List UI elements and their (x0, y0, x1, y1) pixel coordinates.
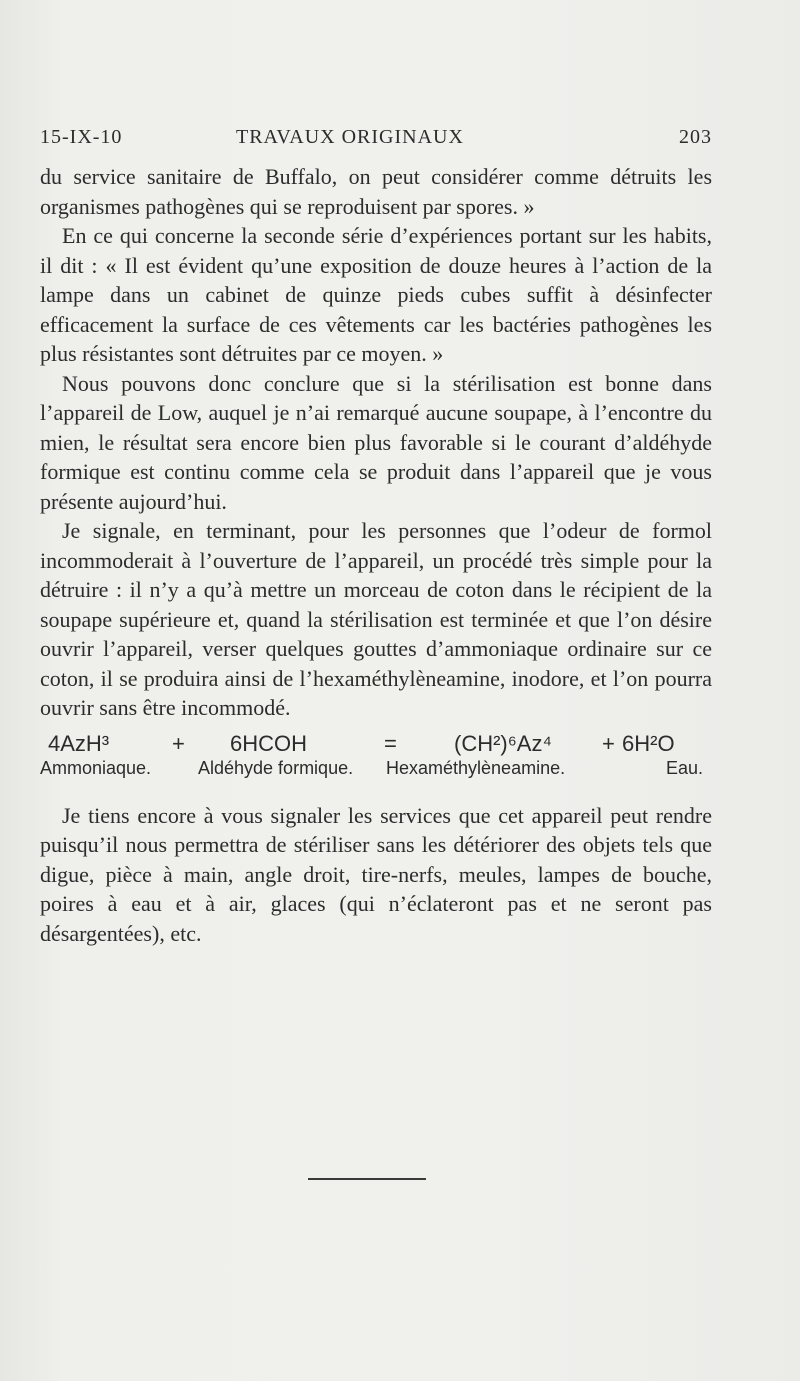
paragraph: Je tiens encore à vous signaler les services que cet appareil peut rendre puisqu’il nous permettra de stériliser sans les détériorer des objets tels que digue, pièce à main, angle droit, tire-nerfs, meules, lampes de bouche, poires à eau et à air, glaces (qui n’éclateront pas et ne seront pas désargentées), etc. (40, 802, 712, 946)
equation-plus: + (602, 730, 615, 756)
equation-plus: + (172, 730, 185, 756)
paragraph: Je signale, en terminant, pour les personnes que l’odeur de formol incommoderait à l’ouverture de l’appareil, un procédé très simple pour la détruire : il n’y a qu’à mettre un morceau de coton dans le récipient de la soupape supérieure et, quand la stérilisation est terminée et que l’on désire ouvrir l’appareil, verser quelques gouttes d’ammoniaque ordinaire sur ce coton, il se produira ainsi de l’hexaméthylèneamine, inodore, et l’on pourra ouvrir sans être incommodé. (40, 518, 712, 720)
equation-equals: = (384, 730, 397, 756)
equation-label: Ammoniaque. (40, 757, 152, 778)
equation-reactant: 4AzH³ (48, 730, 110, 756)
header-date: 15-IX-10 (40, 126, 123, 148)
paragraph: Nous pouvons donc conclure que si la stérilisation est bonne dans l’appareil de Low, auquel je n’ai remarqué aucune soupape, à l’encontre du mien, le résultat sera encore bien plus favorable si le courant d’aldéhyde formique est continu comme cela se produit dans l’appareil que je vous présente aujourd’hui. (40, 370, 712, 514)
equation-label: Hexaméthylèneamine. (386, 757, 566, 778)
paragraph: En ce qui concerne la seconde série d’expériences portant sur les habits, il dit : « Il est évident qu’une exposition de douze heures à l’action de la lampe dans un cabinet de quinze pieds cubes suffit à désinfecter efficacement la surface de ces vêtements car les bactéries pathogènes les plus résistantes sont détruites par ce moyen. » (40, 223, 712, 366)
running-header (40, 126, 712, 156)
page-number: 203 (679, 126, 712, 148)
equation-product: (CH²)⁶Az⁴ (454, 730, 552, 756)
equation-label: Eau. (666, 757, 704, 778)
equation-reactant: 6HCOH (230, 730, 308, 756)
equation-label: Aldéhyde formique. (198, 757, 354, 778)
header-title: TRAVAUX ORIGINAUX (236, 126, 464, 148)
chemical-equation (40, 731, 712, 789)
article-body (40, 162, 712, 948)
paragraph: du service sanitaire de Buffalo, on peut considérer comme détruits les organismes pathogènes qui se reproduisent par spores. » (40, 164, 712, 219)
section-divider (308, 1178, 426, 1180)
equation-product: 6H²O (622, 730, 675, 756)
